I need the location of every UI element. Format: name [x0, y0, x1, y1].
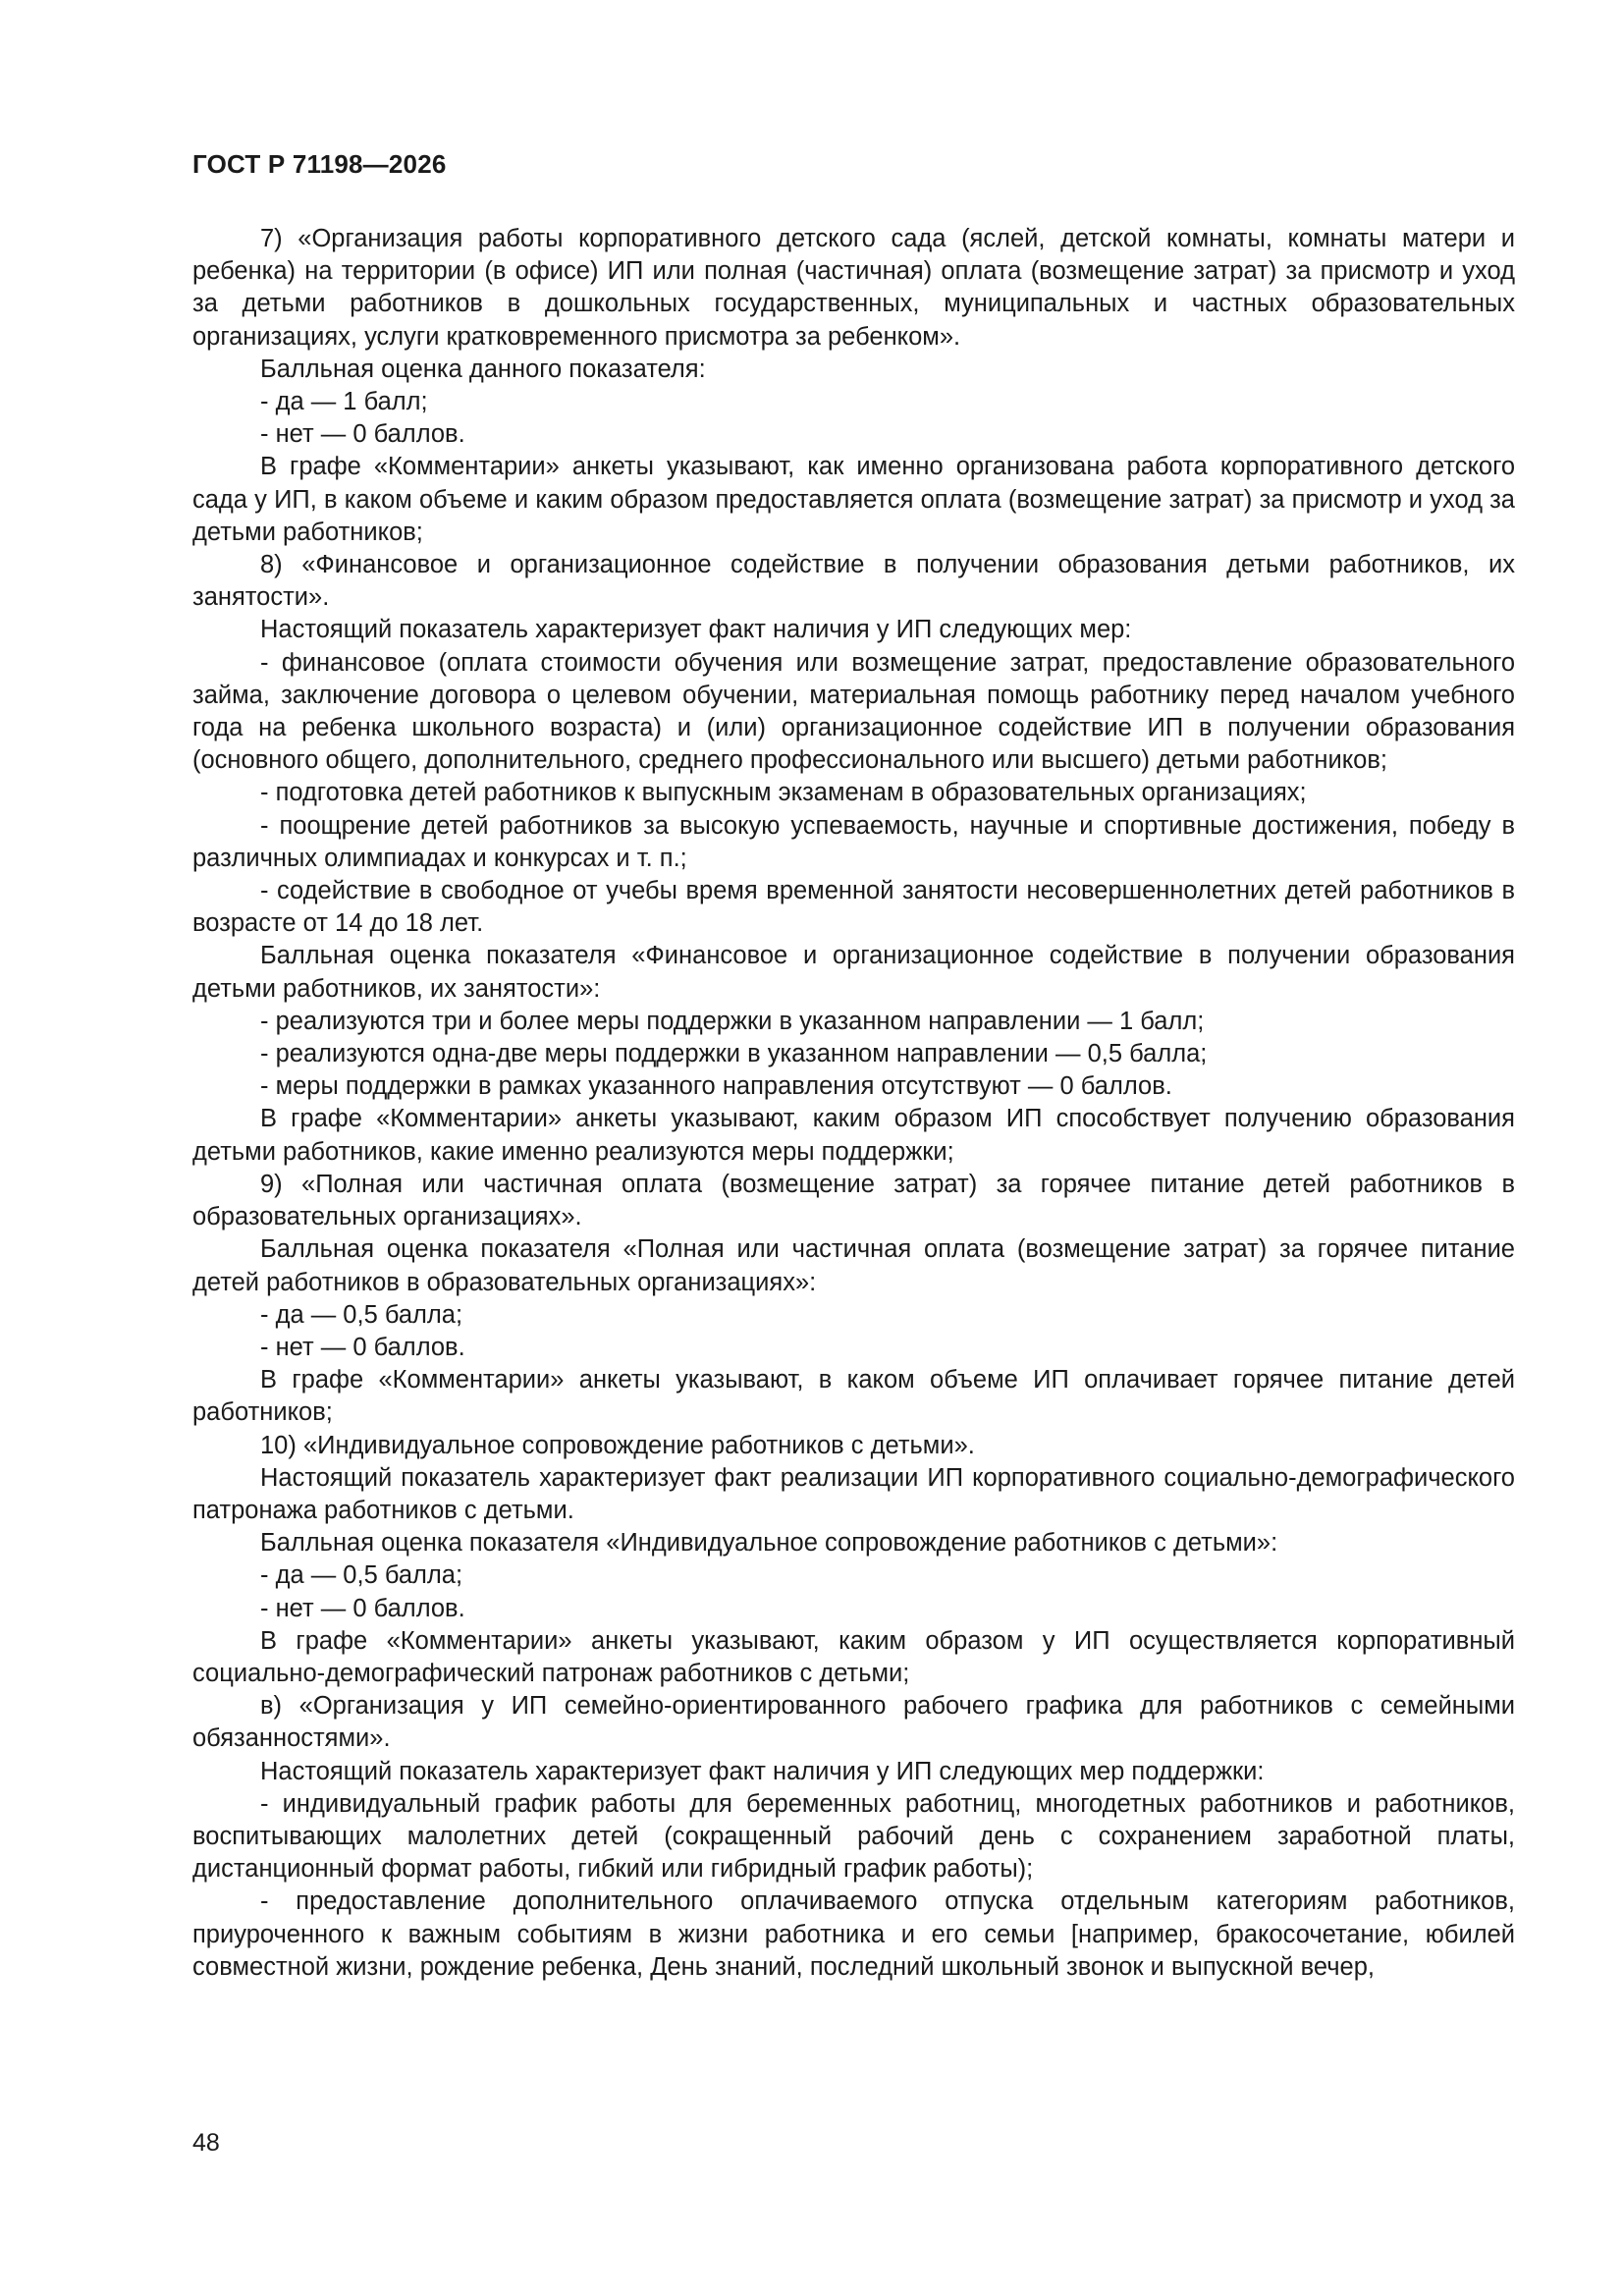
- paragraph: Балльная оценка показателя «Индивидуальное сопровождение работников с детьми»:: [260, 1529, 1278, 1558]
- paragraph: - реализуются три и более меры поддержки в указанном направлении — 1 балл;: [260, 1007, 1205, 1035]
- paragraph: 9) «Полная или частичная оплата (возмещение затрат) за горячее питание детей работников в образовательных организациях».: [192, 1170, 1515, 1231]
- paragraph: - содействие в свободное от учебы время временной занятости несовершеннолетних детей работников в возрасте от 14 до 18 лет.: [192, 877, 1515, 938]
- paragraph: - нет — 0 баллов.: [260, 1594, 465, 1622]
- paragraph: - нет — 0 баллов.: [260, 420, 465, 449]
- paragraph: Настоящий показатель характеризует факт реализации ИП корпоративного социально-демографического патронажа работников с детьми.: [192, 1463, 1515, 1524]
- paragraph: В графе «Комментарии» анкеты указывают, в каком объеме ИП оплачивает горячее питание детей работников;: [192, 1366, 1515, 1427]
- paragraph: 10) «Индивидуальное сопровождение работников с детьми».: [260, 1431, 975, 1459]
- paragraph: В графе «Комментарии» анкеты указывают, каким образом у ИП осуществляется корпоративный социально-демографический патронаж работников с детьми;: [192, 1626, 1515, 1687]
- paragraph: - предоставление дополнительного оплачиваемого отпуска отдельным категориям работников, приуроченного к важным событиям в жизни работника и его семьи [например, бракосочетание, юбилей совместной жизни, рождение ребенка, День знаний, последний школьный звонок и выпускной вечер,: [192, 1887, 1515, 1981]
- paragraph: в) «Организация у ИП семейно-ориентированного рабочего графика для работников с семейными обязанностями».: [192, 1692, 1515, 1753]
- paragraph: Балльная оценка данного показателя:: [260, 355, 706, 383]
- paragraph: - финансовое (оплата стоимости обучения или возмещение затрат, предоставление образовательного займа, заключение договора о целевом обучении, материальная помощь работнику перед началом учебного года на ребенка школьного возраста) и (или) организационное содействие ИП в получении образования (основного общего, дополнительного, среднего профессионального или высшего) детьми работников;: [192, 648, 1515, 775]
- paragraph: - нет — 0 баллов.: [260, 1333, 465, 1361]
- paragraph: - да — 0,5 балла;: [260, 1300, 463, 1329]
- paragraph: 8) «Финансовое и организационное содействие в получении образования детьми работников, их занятости».: [192, 551, 1515, 612]
- paragraph: Балльная оценка показателя «Финансовое и организационное содействие в получении образования детьми работников, их занятости»:: [192, 942, 1515, 1003]
- paragraph: - поощрение детей работников за высокую успеваемость, научные и спортивные достижения, победу в различных олимпиадах и конкурсах и т. п.;: [192, 811, 1515, 872]
- paragraph: Настоящий показатель характеризует факт наличия у ИП следующих мер:: [260, 616, 1132, 644]
- paragraph: В графе «Комментарии» анкеты указывают, каким образом ИП способствует получению образования детьми работников, какие именно реализуются меры поддержки;: [192, 1105, 1515, 1166]
- paragraph: - реализуются одна-две меры поддержки в указанном направлении — 0,5 балла;: [260, 1040, 1208, 1068]
- paragraph: - да — 1 балл;: [260, 388, 428, 416]
- page-number: 48: [192, 2129, 220, 2157]
- paragraph: - меры поддержки в рамках указанного направления отсутствуют — 0 баллов.: [260, 1072, 1172, 1101]
- paragraph: Настоящий показатель характеризует факт наличия у ИП следующих мер поддержки:: [260, 1757, 1265, 1785]
- paragraph: - да — 0,5 балла;: [260, 1561, 463, 1590]
- paragraph: Балльная оценка показателя «Полная или частичная оплата (возмещение затрат) за горячее питание детей работников в образовательных организациях»:: [192, 1235, 1515, 1296]
- paragraph: - подготовка детей работников к выпускным экзаменам в образовательных организациях;: [260, 779, 1307, 807]
- paragraph: 7) «Организация работы корпоративного детского сада (яслей, детской комнаты, комнаты матери и ребенка) на территории (в офисе) ИП или полная (частичная) оплата (возмещение затрат) за присмотр и уход за детьми работников в дошкольных государственных, муниципальных и частных образовательных организациях, услуги кратковременного присмотра за ребенком».: [192, 225, 1515, 351]
- paragraph: В графе «Комментарии» анкеты указывают, как именно организована работа корпоративного детского сада у ИП, в каком объеме и каким образом предоставляется оплата (возмещение затрат) за присмотр и уход за детьми работников;: [192, 453, 1515, 546]
- document-body: [192, 223, 1515, 1984]
- paragraph: - индивидуальный график работы для беременных работниц, многодетных работников и работников, воспитывающих малолетних детей (сокращенный рабочий день с сохранением заработной платы, дистанционный формат работы, гибкий или гибридный график работы);: [192, 1789, 1515, 1884]
- document-header: ГОСТ Р 71198—2026: [192, 149, 447, 179]
